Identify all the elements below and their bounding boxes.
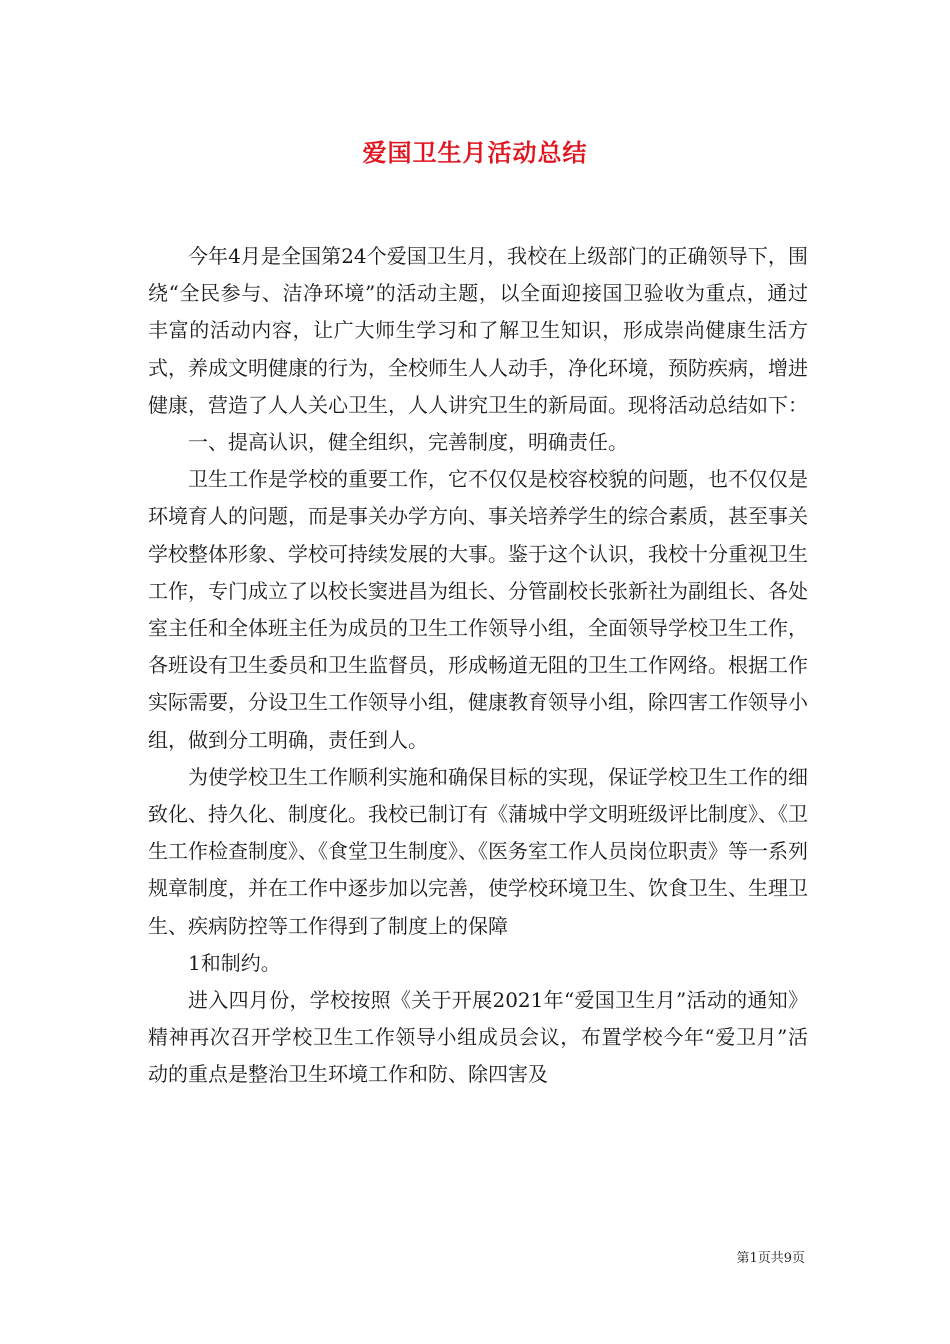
- document-title: 爱国卫生月活动总结: [362, 138, 588, 167]
- section-heading-1: 一、提高认识，健全组织，完善制度，明确责任。: [188, 430, 628, 455]
- paragraph-intro: 今年4月是全国第24个爱国卫生月，我校在上级部门的正确领导下，围绕“全民参与、洁净环境”的活动主题，以全面迎接国卫验收为重点，通过丰富的活动内容，让广大师生学习和了解卫生知识，形成崇尚健康生活方式，养成文明健康的行为，全校师生人人动手，净化环境，预防疾病，增进健康，营造了人人关心卫生，人人讲究卫生的新局面。现将活动总结如下：: [148, 244, 808, 417]
- paragraph-organization: 卫生工作是学校的重要工作，它不仅仅是校容校貌的问题，也不仅仅是环境育人的问题，而是事关办学方向、事关培养学生的综合素质，甚至事关学校整体形象、学校可持续发展的大事。鉴于这个认识，我校十分重视卫生工作，专门成立了以校长窦进昌为组长、分管副校长张新社为副组长、各处室主任和全体班主任为成员的卫生工作领导小组，全面领导学校卫生工作，各班设有卫生委员和卫生监督员，形成畅道无阻的卫生工作网络。根据工作实际需要，分设卫生工作领导小组，健康教育领导小组，除四害工作领导小组，做到分工明确，责任到人。: [148, 467, 808, 752]
- paragraph-regulations: 为使学校卫生工作顺利实施和确保目标的实现，保证学校卫生工作的细致化、持久化、制度化。我校已制订有《蒲城中学文明班级评比制度》、《卫生工作检查制度》、《食堂卫生制度》、《医务室工作人员岗位职责》等一系列规章制度，并在工作中逐步加以完善，使学校环境卫生、饮食卫生、生理卫生、疾病防控等工作得到了制度上的保障: [148, 764, 808, 938]
- document-body: [148, 238, 808, 1094]
- paragraph-april: 进入四月份，学校按照《关于开展2021年“爱国卫生月”活动的通知》精神再次召开学校卫生工作领导小组成员会议，布置学校今年“爱卫月”活动的重点是整治卫生环境工作和防、除四害及: [148, 988, 808, 1087]
- paragraph-continuation: 1和制约。: [188, 950, 281, 975]
- page-number-footer: 第1页共9页: [736, 1251, 805, 1266]
